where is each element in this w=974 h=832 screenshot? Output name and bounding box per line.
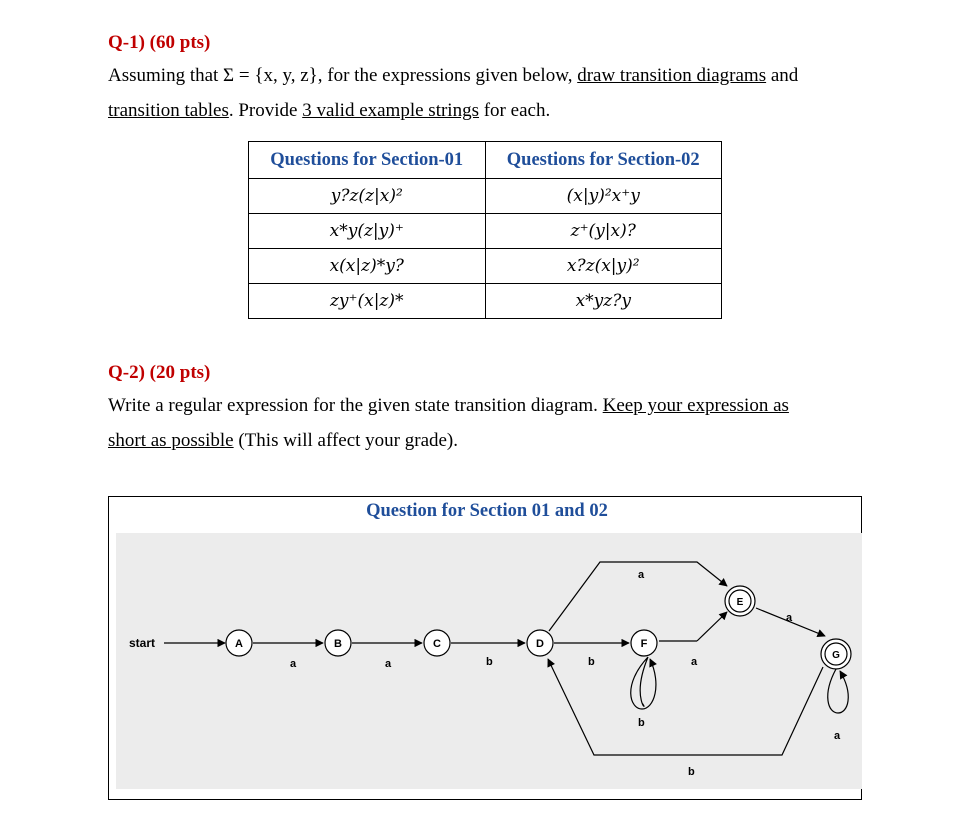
- q2-line-2-text: (This will affect your grade).: [233, 430, 459, 451]
- q1-line-2-underlined-2: 3 valid example strings: [302, 100, 479, 121]
- state-d: [527, 630, 553, 656]
- edge-label-g-d-bottom: b: [688, 766, 695, 778]
- start-label: start: [129, 636, 156, 650]
- table-row: [249, 179, 722, 214]
- state-a-label: A: [235, 638, 243, 650]
- edge-g-loop: [828, 669, 848, 713]
- q1-line-1-text-a: Assuming that Σ = {x, y, z}, for the expressions given below,: [108, 65, 578, 86]
- table-cell: x*yz?y: [485, 284, 722, 319]
- edge-label-d-f: b: [588, 656, 595, 668]
- state-e-accepting: [725, 586, 755, 616]
- q2-title: Q-2) (20 pts): [108, 362, 211, 383]
- edge-f-e-diag: [697, 612, 727, 641]
- q1-line-2: [108, 93, 550, 128]
- edge-g-d-bottom: [548, 659, 823, 755]
- edge-label-e-g: a: [786, 612, 793, 624]
- state-c: [424, 630, 450, 656]
- q1-line-2-underlined-1: transition tables: [108, 100, 229, 121]
- table-cell: x*y(z|y)⁺: [249, 214, 486, 249]
- q1-title: Q-1) (60 pts): [108, 32, 211, 53]
- state-f-label: F: [640, 638, 648, 650]
- table-header-section-02: Questions for Section-02: [485, 142, 722, 179]
- table-cell: y?z(z|x)²: [249, 179, 486, 214]
- state-e-label: E: [736, 597, 744, 608]
- table-row: [249, 214, 722, 249]
- q1-line-1-underlined: draw transition diagrams: [577, 65, 767, 86]
- edge-label-d-e-top: a: [638, 569, 645, 581]
- edge-label-g-loop: a: [834, 730, 841, 742]
- table-cell: z⁺(y|x)?: [485, 214, 722, 249]
- state-f: [631, 630, 657, 656]
- state-d-label: D: [536, 638, 544, 650]
- state-a: [226, 630, 252, 656]
- edge-label-a-b: a: [290, 658, 297, 670]
- state-diagram: [116, 533, 862, 789]
- table-row: [249, 249, 722, 284]
- state-g-label: G: [832, 650, 840, 661]
- table-cell: x(x|z)*y?: [249, 249, 486, 284]
- q2-line-1-underlined: Keep your expression as: [602, 395, 789, 416]
- edge-label-c-d: b: [486, 656, 493, 668]
- q2-line-1: [108, 388, 789, 423]
- table-row: [249, 284, 722, 319]
- q2-line-1-text: Write a regular expression for the given state transition diagram.: [108, 395, 603, 416]
- table-cell: (x|y)²x⁺y: [485, 179, 722, 214]
- edge-label-b-c: a: [385, 658, 392, 670]
- state-g-accepting: [821, 639, 851, 669]
- table-cell: zy⁺(x|z)*: [249, 284, 486, 319]
- table-cell: x?z(x|y)²: [485, 249, 722, 284]
- q1-line-2-text-a: . Provide: [228, 100, 303, 121]
- diagram-title: Question for Section 01 and 02: [366, 501, 608, 521]
- state-b-label: B: [334, 638, 342, 650]
- table-header-section-01: Questions for Section-01: [249, 142, 486, 179]
- table-header-row: [249, 142, 722, 179]
- edge-label-f-e: a: [691, 656, 698, 668]
- edge-f-loop: [631, 657, 656, 709]
- state-b: [325, 630, 351, 656]
- edge-label-f-loop: b: [638, 717, 645, 729]
- q1-line-1-text-b: and: [766, 65, 799, 86]
- state-c-label: C: [433, 638, 441, 650]
- q2-line-2-underlined: short as possible: [108, 430, 234, 451]
- q1-line-2-text-b: for each.: [478, 100, 551, 121]
- q1-line-1: [108, 58, 798, 93]
- q2-line-2: [108, 423, 458, 458]
- state-diagram-svg: [116, 533, 862, 789]
- questions-table: [248, 141, 722, 319]
